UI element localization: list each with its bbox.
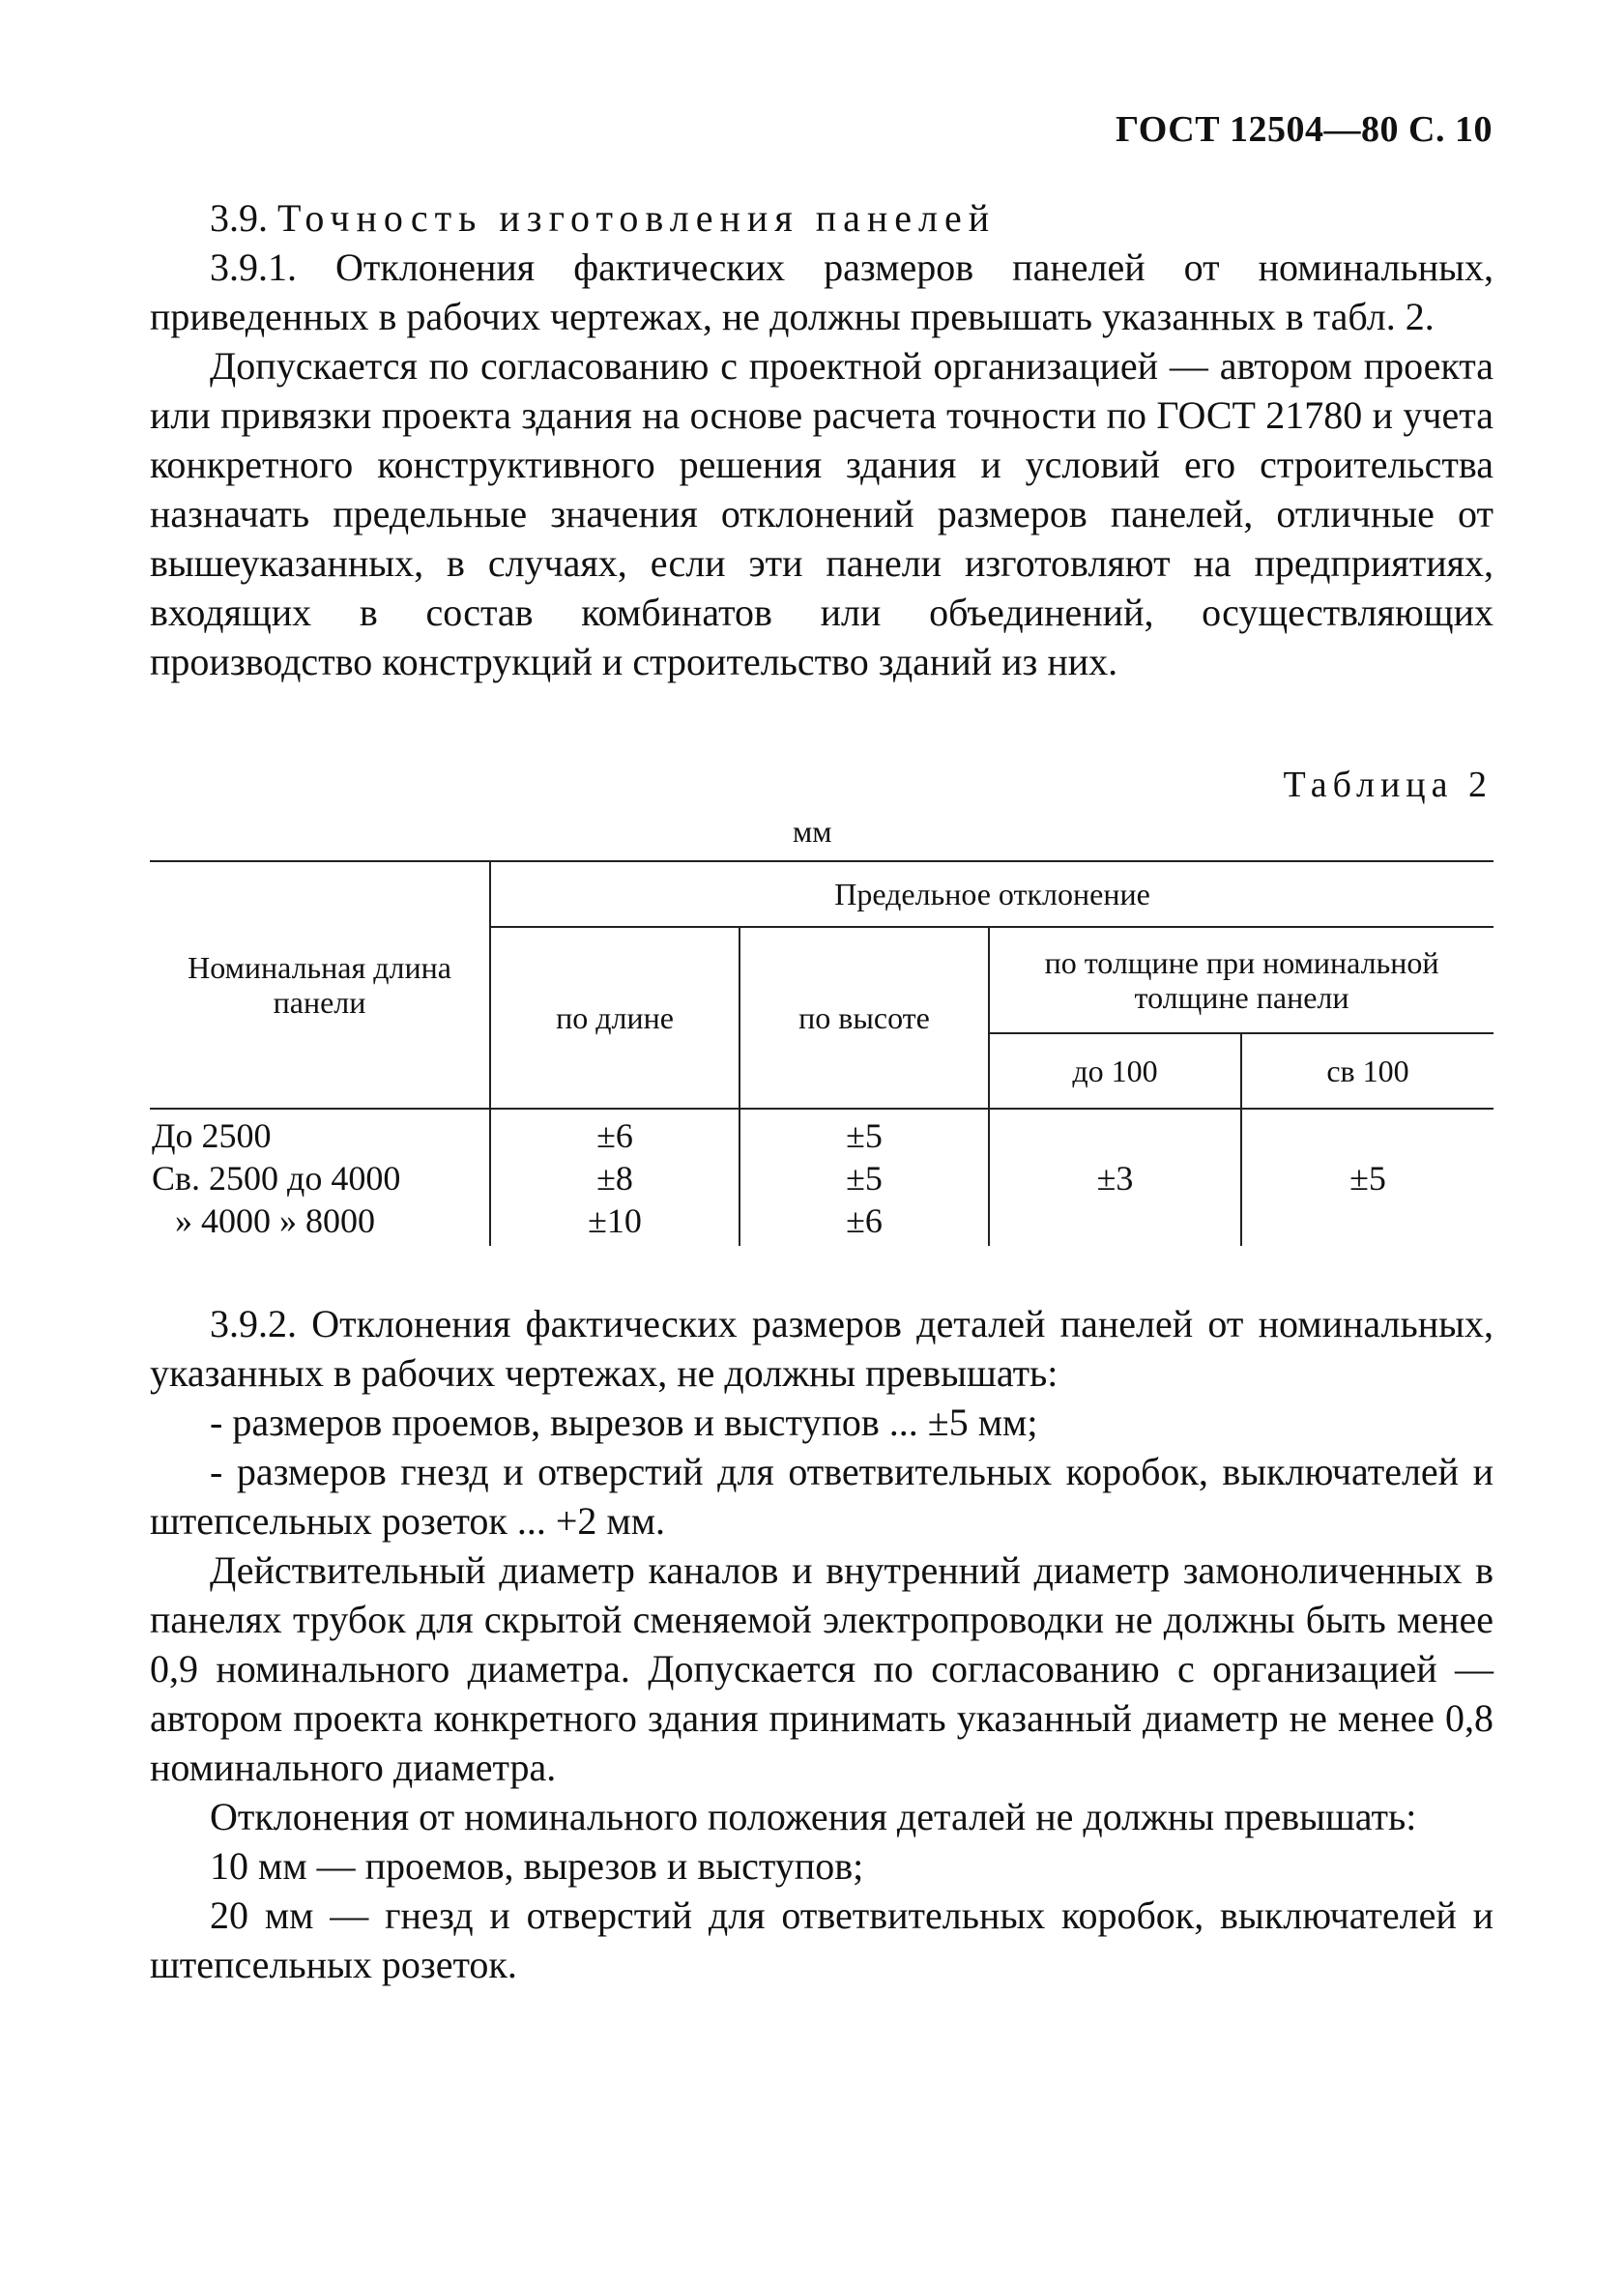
paragraph-allowance: Допускается по согласованию с проектной организацией — автором проекта или привязки проекта здания на основе расчета точности по ГОСТ 21780 и учета конкретного конструктивного решения здания и условий его строительства назначать предельные значения отклонений размеров панелей, отличные от вышеуказанных, в случаях, если эти панели изготовляют на предприятиях, входящих в состав комбинатов или объединений, осуществляющих производство конструкций и строительство зданий из них. <box>150 344 1494 683</box>
list-item-sockets: - размеров гнезд и отверстий для ответвительных коробок, выключателей и штепсельных розеток ... +2 мм. <box>150 1450 1494 1543</box>
list-item-10mm: 10 мм — проемов, вырезов и выступов; <box>210 1844 864 1888</box>
page-header: ГОСТ 12504—80 С. 10 <box>1116 109 1493 150</box>
header-by-thickness: по толщине при номинальной толщине панели <box>989 927 1494 1033</box>
header-by-height: по высоте <box>740 927 989 1109</box>
table-cell-height: ±6 <box>846 1200 883 1240</box>
table-row-name: Св. 2500 до 4000 <box>152 1158 401 1198</box>
table-cell-length: ±6 <box>596 1115 633 1155</box>
table-cell-length: ±8 <box>596 1158 633 1198</box>
table-cell-length: ±10 <box>588 1200 642 1240</box>
list-item-20mm: 20 мм — гнезд и отверстий для ответвительных коробок, выключателей и штепсельных розеток. <box>150 1893 1494 1986</box>
paragraph-3-9-1: 3.9.1. Отклонения фактических размеров панелей от номинальных, приведенных в рабочих чертежах, не должны превышать указанных в табл. 2. <box>150 246 1494 338</box>
section-bottom-text <box>150 1299 1494 1989</box>
list-item-openings: - размеров проемов, вырезов и выступов ... ±5 мм; <box>210 1401 1038 1444</box>
table-cell-height: ±5 <box>846 1158 883 1198</box>
header-limit-deviation: Предельное отклонение <box>490 861 1494 927</box>
table-row-name: » 4000 » 8000 <box>175 1200 375 1240</box>
table-caption: Таблица 2 <box>1283 765 1493 805</box>
column-by-length <box>490 1109 740 1246</box>
paragraph-position: Отклонения от номинального положения деталей не должны превышать: <box>210 1795 1417 1838</box>
section-number: 3.9. <box>210 196 268 240</box>
column-by-height <box>740 1109 989 1246</box>
table-cell-height: ±5 <box>846 1115 883 1155</box>
paragraph-3-9-2: 3.9.2. Отклонения фактических размеров деталей панелей от номинальных, указанных в рабочих чертежах, не должны превышать: <box>150 1302 1494 1395</box>
section-heading <box>150 193 1494 243</box>
header-nominal-length: Номинальная длина панели <box>150 861 490 1109</box>
header-by-length: по длине <box>490 927 740 1109</box>
table-row-name: До 2500 <box>152 1115 272 1155</box>
header-over-100: св 100 <box>1241 1033 1494 1109</box>
paragraph-diameter: Действительный диаметр каналов и внутренний диаметр замоноличенных в панелях трубок для скрытой сменяемой электропроводки не должны быть менее 0,9 номинального диаметра. Допускается по согласованию с организацией — автором проекта конкретного здания принимать указанный диаметр не менее 0,8 номинального диаметра. <box>150 1548 1494 1789</box>
column-nominal-length <box>150 1109 490 1246</box>
header-upto-100: до 100 <box>989 1033 1241 1109</box>
section-top-text <box>150 193 1494 686</box>
table-cell-thickness-upto-100: ±3 <box>989 1109 1241 1246</box>
deviation-table <box>150 860 1494 1246</box>
table-units: мм <box>793 814 832 849</box>
table-cell-thickness-over-100: ±5 <box>1241 1109 1494 1246</box>
section-title: Точность изготовления панелей <box>277 196 997 240</box>
